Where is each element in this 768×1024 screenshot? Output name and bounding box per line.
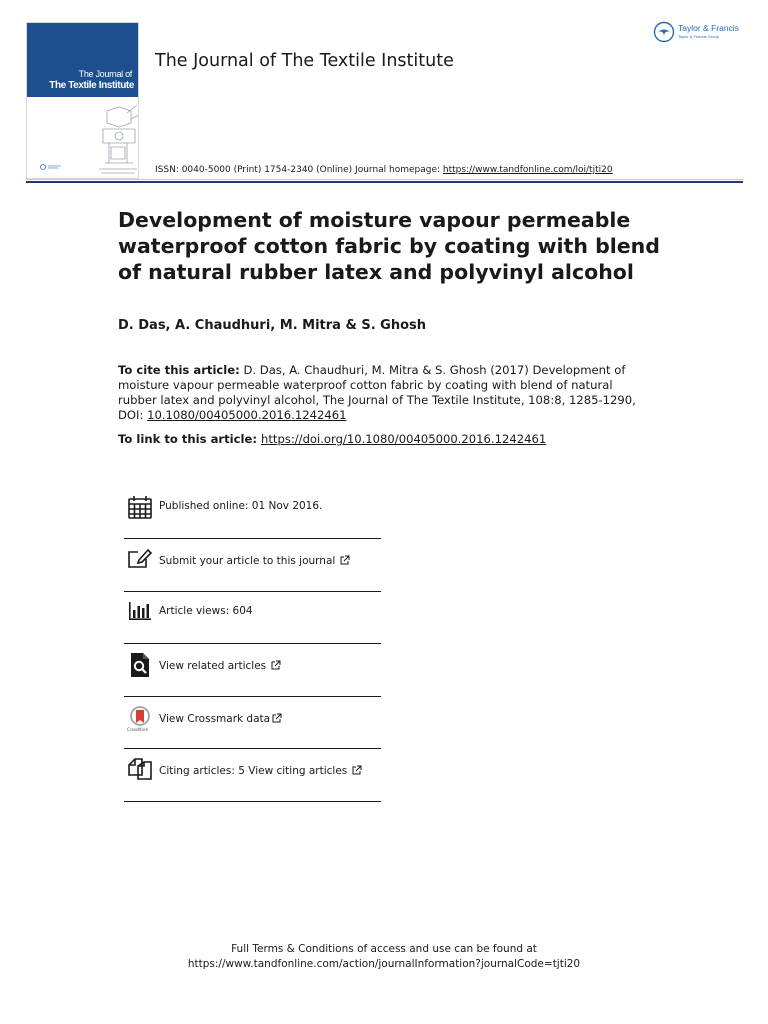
submit-article-link[interactable] xyxy=(159,555,350,567)
published-online-text: Published online: 01 Nov 2016. xyxy=(159,500,323,512)
citation-block xyxy=(118,363,646,423)
cover-journal-name: The Textile Institute xyxy=(49,80,134,91)
cite-label: To cite this article: xyxy=(118,363,240,377)
external-link-icon xyxy=(271,660,281,670)
article-authors: D. Das, A. Chaudhuri, M. Mitra & S. Ghosh xyxy=(118,318,427,333)
related-articles-row[interactable] xyxy=(124,650,381,684)
link-label: To link to this article: xyxy=(118,432,262,446)
article-views-text: Article views: 604 xyxy=(159,605,253,617)
document-search-icon xyxy=(127,652,153,678)
article-link-line xyxy=(118,432,546,446)
header-rule-thick xyxy=(26,181,743,183)
cite-doi-link[interactable]: 10.1080/00405000.2016.1242461 xyxy=(147,408,347,422)
citing-articles-link[interactable] xyxy=(159,765,362,777)
cover-publisher-logo-icon xyxy=(39,163,63,171)
external-link-icon xyxy=(340,555,350,565)
footer-terms xyxy=(0,942,768,972)
cover-journal-of: The Journal of xyxy=(78,69,132,79)
related-articles-link[interactable] xyxy=(159,660,281,672)
info-divider xyxy=(124,591,381,592)
journal-cover-thumbnail[interactable] xyxy=(26,22,139,179)
calendar-icon xyxy=(127,494,153,520)
taylor-francis-icon xyxy=(653,21,675,43)
info-divider xyxy=(124,643,381,644)
footer-line-1: Full Terms & Conditions of access and use can be found at xyxy=(231,943,537,955)
publisher-logo[interactable] xyxy=(653,21,745,47)
journal-homepage-link[interactable]: https://www.tandfonline.com/loi/tjti20 xyxy=(442,165,613,175)
info-divider xyxy=(124,748,381,749)
article-views-row xyxy=(124,598,381,628)
journal-title[interactable]: The Journal of The Textile Institute xyxy=(155,51,454,71)
bar-chart-icon xyxy=(127,598,153,624)
article-doi-link[interactable]: https://doi.org/10.1080/00405000.2016.1242461 xyxy=(261,432,547,446)
footer-terms-link[interactable]: https://www.tandfonline.com/action/journalInformation?journalCode=tjti20 xyxy=(187,958,581,970)
info-divider xyxy=(124,801,381,802)
citing-articles-row[interactable] xyxy=(124,755,381,789)
published-online-row xyxy=(124,492,381,522)
related-articles-text: View related articles xyxy=(159,660,267,672)
info-divider xyxy=(124,538,381,539)
edit-icon xyxy=(127,547,153,573)
submit-article-row[interactable] xyxy=(124,545,381,579)
publisher-name: Taylor & Francis xyxy=(678,23,739,33)
crossmark-row[interactable] xyxy=(124,703,381,737)
copy-documents-icon xyxy=(127,757,153,783)
article-title: Development of moisture vapour permeable waterproof cotton fabric by coating with blend of natural rubber latex and polyvinyl alcohol xyxy=(118,208,660,284)
publisher-group: Taylor & Francis Group xyxy=(678,34,719,39)
header-rule-thin xyxy=(26,179,743,180)
submit-article-text: Submit your article to this journal xyxy=(159,555,336,567)
crossmark-link[interactable] xyxy=(159,713,282,725)
external-link-icon xyxy=(272,713,282,723)
issn-text: ISSN: 0040-5000 (Print) 1754-2340 (Online) Journal homepage: xyxy=(155,165,443,175)
citing-articles-text: Citing articles: 5 View citing articles xyxy=(159,765,348,777)
cover-illustration-icon xyxy=(97,103,139,179)
external-link-icon xyxy=(352,765,362,775)
info-divider xyxy=(124,696,381,697)
cite-text: D. Das, A. Chaudhuri, M. Mitra & S. Ghosh (2017) Development of moisture vapour permeable waterproof cotton fabric by coating with blend of natural rubber latex and polyvinyl alcohol, The Journal of The Textile Institute, 108:8, 1285-1290, DOI: xyxy=(118,363,636,422)
issn-line xyxy=(155,165,613,175)
crossmark-logo-text: CrossMark xyxy=(127,727,148,732)
crossmark-text: View Crossmark data xyxy=(159,713,271,725)
